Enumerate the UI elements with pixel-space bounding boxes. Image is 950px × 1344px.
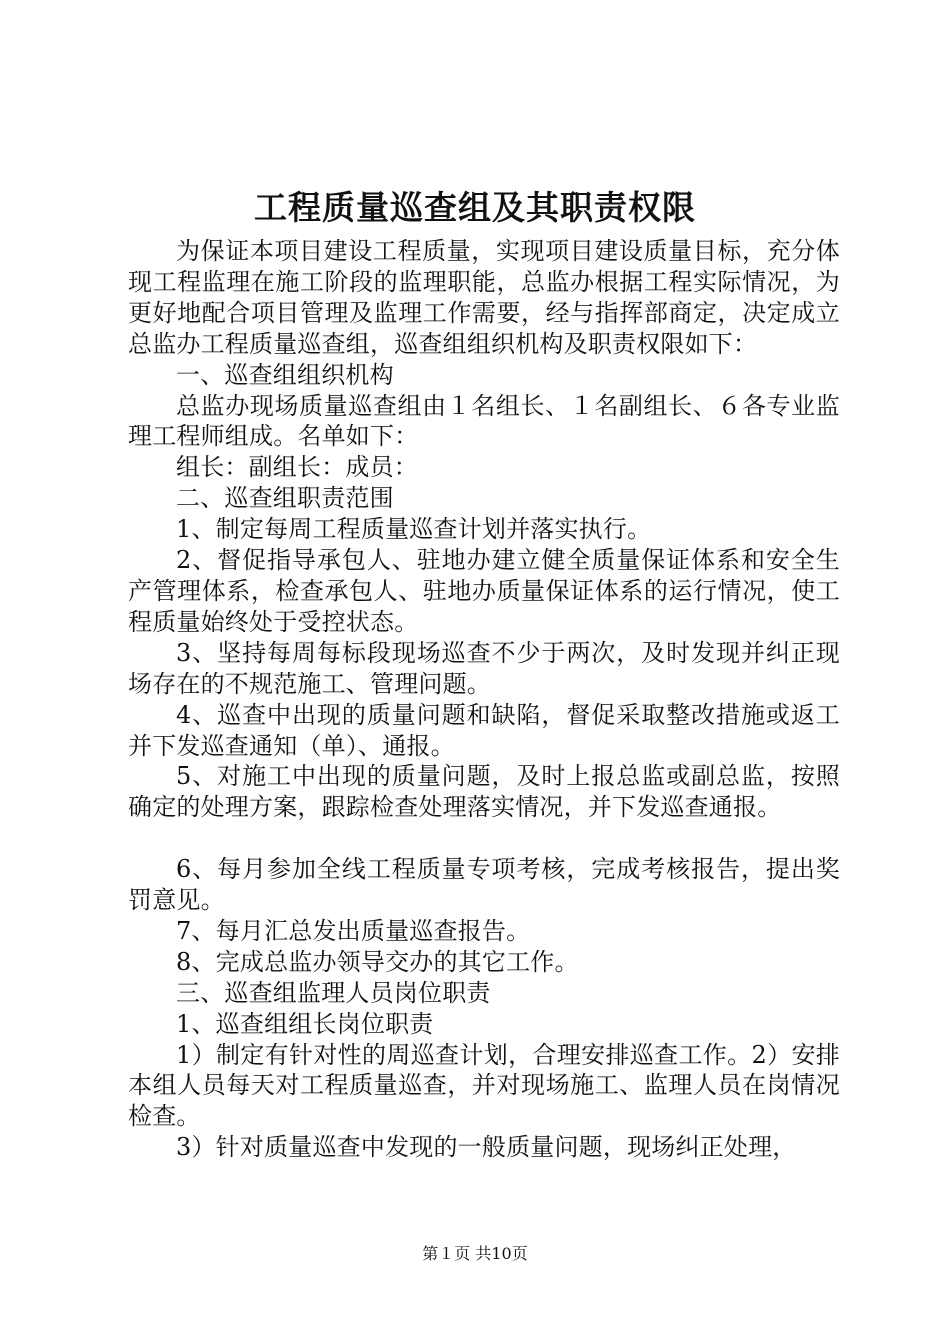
duty-item-5: 5、对施工中出现的质量问题，及时上报总监或副总监，按照确定的处理方案，跟踪检查处理落实情况，并下发巡查通报。 [128,762,840,822]
duty-item-4: 4、巡查中出现的质量问题和缺陷，督促采取整改措施或返工并下发巡查通知（单）、通报。 [128,700,840,760]
section-heading-organization: 一、巡查组组织机构 [176,360,394,389]
duty-item-6: 6、每月参加全线工程质量专项考核，完成考核报告，提出奖罚意见。 [128,855,840,915]
leader-duty-3: 3）针对质量巡查中发现的一般质量问题，现场纠正处理， [176,1133,797,1162]
duty-item-8: 8、完成总监办领导交办的其它工作。 [176,947,579,976]
blank-line [128,823,840,854]
page-title: 工程质量巡查组及其职责权限 [254,188,696,227]
duty-item-7: 7、每月汇总发出质量巡查报告。 [176,916,531,945]
section-heading-duties: 二、巡查组职责范围 [176,484,394,513]
section-heading-positions: 三、巡查组监理人员岗位职责 [176,978,491,1007]
subsection-heading-leader: 1、巡查组组长岗位职责 [176,1009,434,1038]
leader-duty-1-2: 1）制定有针对性的周巡查计划，合理安排巡查工作。2）安排本组人员每天对工程质量巡查，并对现场施工、监理人员在岗情况检查。 [128,1040,840,1131]
paragraph-organization: 总监办现场质量巡查组由１名组长、１名副组长、６各专业监理工程师组成。名单如下： [128,391,840,451]
duty-item-2: 2、督促指导承包人、驻地办建立健全质量保证体系和安全生产管理体系，检查承包人、驻地办质量保证体系的运行情况，使工程质量始终处于受控状态。 [128,546,840,636]
duty-item-3: 3、坚持每周每标段现场巡查不少于两次，及时发现并纠正现场存在的不规范施工、管理问题。 [128,638,840,698]
page-number-footer: 第１页 共10页 [422,1244,528,1263]
document-body [128,236,840,1163]
duty-item-1: 1、制定每周工程质量巡查计划并落实执行。 [176,515,652,544]
paragraph-member-list: 组长：副组长：成员： [176,453,418,482]
paragraph-intro: 为保证本项目建设工程质量，实现项目建设质量目标，充分体现工程监理在施工阶段的监理职能，总监办根据工程实际情况，为更好地配合项目管理及监理工作需要，经与指挥部商定，决定成立总监办工程质量巡查组，巡查组组织机构及职责权限如下： [128,237,840,358]
